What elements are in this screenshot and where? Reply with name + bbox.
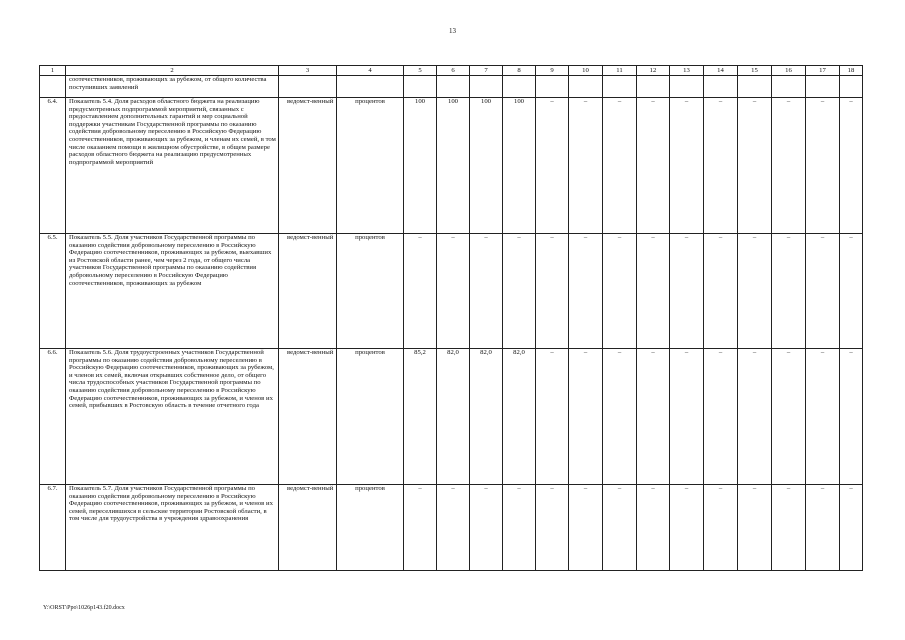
column-number-cell: 7 xyxy=(470,66,503,76)
column-number-cell: 12 xyxy=(637,66,670,76)
year-value-cell: – xyxy=(603,98,637,234)
unit-cell xyxy=(337,76,404,98)
column-number-cell: 2 xyxy=(66,66,279,76)
year-value-cell: – xyxy=(404,485,437,571)
table-row xyxy=(40,234,863,349)
year-value-cell: – xyxy=(637,349,670,485)
column-number-cell: 4 xyxy=(337,66,404,76)
data-source-cell: ведомст-венный xyxy=(279,234,337,349)
data-source-cell xyxy=(279,76,337,98)
year-value-cell: – xyxy=(470,485,503,571)
year-value-cell: – xyxy=(569,98,603,234)
year-value-cell: – xyxy=(503,234,536,349)
unit-cell: процентов xyxy=(337,234,404,349)
column-number-cell: 9 xyxy=(536,66,569,76)
year-value-cell: – xyxy=(704,98,738,234)
year-value-cell: – xyxy=(806,485,840,571)
column-number-cell: 17 xyxy=(806,66,840,76)
year-value-cell: – xyxy=(437,234,470,349)
column-number-cell: 8 xyxy=(503,66,536,76)
column-number-cell: 15 xyxy=(738,66,772,76)
year-value-cell: – xyxy=(772,234,806,349)
year-value-cell: – xyxy=(772,485,806,571)
row-number-cell xyxy=(40,76,66,98)
year-value-cell: – xyxy=(569,234,603,349)
year-value-cell: 100 xyxy=(437,98,470,234)
year-value-cell: – xyxy=(704,349,738,485)
column-number-cell: 3 xyxy=(279,66,337,76)
year-value-cell: – xyxy=(603,234,637,349)
row-number-cell: 6.6. xyxy=(40,349,66,485)
indicator-description-cell: Показатель 5.4. Доля расходов областного бюджета на реализацию предусмотренных подпрограммой мероприятий, связанных с предоставлением дополнительных гарантий и мер социальной поддержки участникам Государственной программы по оказанию содействия добровольному переселению в Российскую Федерацию соотечественников, проживающих за рубежом, и членам их семей, в том числе оказанием помощи в жилищном обустройстве, в общем размере расходов областного бюджета на реализацию предусмотренных подпрограммой мероприятий xyxy=(66,98,279,234)
year-value-cell xyxy=(670,76,704,98)
year-value-cell: – xyxy=(738,349,772,485)
year-value-cell xyxy=(704,76,738,98)
indicator-description-cell: Показатель 5.5. Доля участников Государственной программы по оказанию содействия добровольному переселению в Российскую Федерацию соотечественников, проживающих за рубежом, выехавших из Ростовской области ранее, чем через 2 года, от общего числа участников Государственной программы по оказанию содействия добровольному переселению в Российскую Федерацию соотечественников, проживающих за рубежом xyxy=(66,234,279,349)
year-value-cell: – xyxy=(806,234,840,349)
year-value-cell: – xyxy=(738,485,772,571)
column-number-cell: 6 xyxy=(437,66,470,76)
column-number-cell: 13 xyxy=(670,66,704,76)
year-value-cell: 100 xyxy=(470,98,503,234)
year-value-cell xyxy=(738,76,772,98)
year-value-cell: – xyxy=(840,349,863,485)
year-value-cell: 82,0 xyxy=(470,349,503,485)
year-value-cell: – xyxy=(840,234,863,349)
year-value-cell: – xyxy=(738,234,772,349)
indicator-description-cell: Показатель 5.6. Доля трудоустроенных участников Государственной программы по оказанию содействия добровольному переселению в Российскую Федерацию соотечественников, проживающих за рубежом, и членов их семей, включая открывших собственное дело, от общего числа трудоспособных участников Государственной программы по оказанию содействия добровольному переселению в Российскую Федерацию соотечественников, проживающих за рубежом, и членов их семей, прибывших в Ростовскую область в течение отчетного года xyxy=(66,349,279,485)
year-value-cell: – xyxy=(840,485,863,571)
year-value-cell: – xyxy=(503,485,536,571)
indicator-description-cell: Показатель 5.7. Доля участников Государственной программы по оказанию содействия добровольному переселению в Российскую Федерацию соотечественников, проживающих за рубежом, и членов их семей, переселившихся в сельские территории Ростовской области, в том числе для трудоустройства в учреждения здравоохранения xyxy=(66,485,279,571)
year-value-cell: – xyxy=(603,485,637,571)
year-value-cell: – xyxy=(536,349,569,485)
year-value-cell: 82,0 xyxy=(437,349,470,485)
year-value-cell: – xyxy=(603,349,637,485)
unit-cell: процентов xyxy=(337,349,404,485)
table-row xyxy=(40,485,863,571)
page-number: 13 xyxy=(449,27,456,35)
year-value-cell xyxy=(404,76,437,98)
year-value-cell xyxy=(503,76,536,98)
year-value-cell xyxy=(637,76,670,98)
year-value-cell: – xyxy=(670,98,704,234)
year-value-cell xyxy=(603,76,637,98)
table-row xyxy=(40,98,863,234)
column-number-cell: 5 xyxy=(404,66,437,76)
year-value-cell: 100 xyxy=(404,98,437,234)
year-value-cell: – xyxy=(840,98,863,234)
year-value-cell: – xyxy=(806,98,840,234)
table-row xyxy=(40,349,863,485)
year-value-cell: 82,0 xyxy=(503,349,536,485)
column-number-cell: 10 xyxy=(569,66,603,76)
indicators-table xyxy=(39,65,863,571)
indicator-description-cell: соотечественников, проживающих за рубежом, от общего количества поступивших заявлений xyxy=(66,76,279,98)
year-value-cell: – xyxy=(536,98,569,234)
footer-file-path: Y:\ORST\Ppo\1026p143.f20.docx xyxy=(43,605,125,611)
year-value-cell: – xyxy=(637,234,670,349)
year-value-cell: – xyxy=(670,349,704,485)
year-value-cell: – xyxy=(704,234,738,349)
year-value-cell: – xyxy=(704,485,738,571)
column-number-cell: 11 xyxy=(603,66,637,76)
year-value-cell: – xyxy=(772,98,806,234)
data-source-cell: ведомст-венный xyxy=(279,349,337,485)
year-value-cell: – xyxy=(437,485,470,571)
year-value-cell: 85,2 xyxy=(404,349,437,485)
year-value-cell: – xyxy=(637,485,670,571)
column-number-cell: 14 xyxy=(704,66,738,76)
year-value-cell xyxy=(470,76,503,98)
year-value-cell: – xyxy=(404,234,437,349)
year-value-cell xyxy=(772,76,806,98)
column-number-row xyxy=(40,66,863,76)
year-value-cell: – xyxy=(470,234,503,349)
row-number-cell: 6.4. xyxy=(40,98,66,234)
unit-cell: процентов xyxy=(337,485,404,571)
data-source-cell: ведомст-венный xyxy=(279,98,337,234)
column-number-cell: 18 xyxy=(840,66,863,76)
column-number-cell: 1 xyxy=(40,66,66,76)
year-value-cell: – xyxy=(569,485,603,571)
year-value-cell: – xyxy=(772,349,806,485)
row-number-cell: 6.5. xyxy=(40,234,66,349)
column-number-cell: 16 xyxy=(772,66,806,76)
year-value-cell xyxy=(536,76,569,98)
year-value-cell: 100 xyxy=(503,98,536,234)
year-value-cell: – xyxy=(536,234,569,349)
year-value-cell: – xyxy=(738,98,772,234)
year-value-cell: – xyxy=(536,485,569,571)
year-value-cell: – xyxy=(637,98,670,234)
year-value-cell: – xyxy=(670,234,704,349)
year-value-cell: – xyxy=(806,349,840,485)
row-number-cell: 6.7. xyxy=(40,485,66,571)
year-value-cell: – xyxy=(670,485,704,571)
data-source-cell: ведомст-венный xyxy=(279,485,337,571)
year-value-cell xyxy=(569,76,603,98)
year-value-cell xyxy=(806,76,840,98)
year-value-cell xyxy=(840,76,863,98)
table-row xyxy=(40,76,863,98)
unit-cell: процентов xyxy=(337,98,404,234)
year-value-cell: – xyxy=(569,349,603,485)
year-value-cell xyxy=(437,76,470,98)
